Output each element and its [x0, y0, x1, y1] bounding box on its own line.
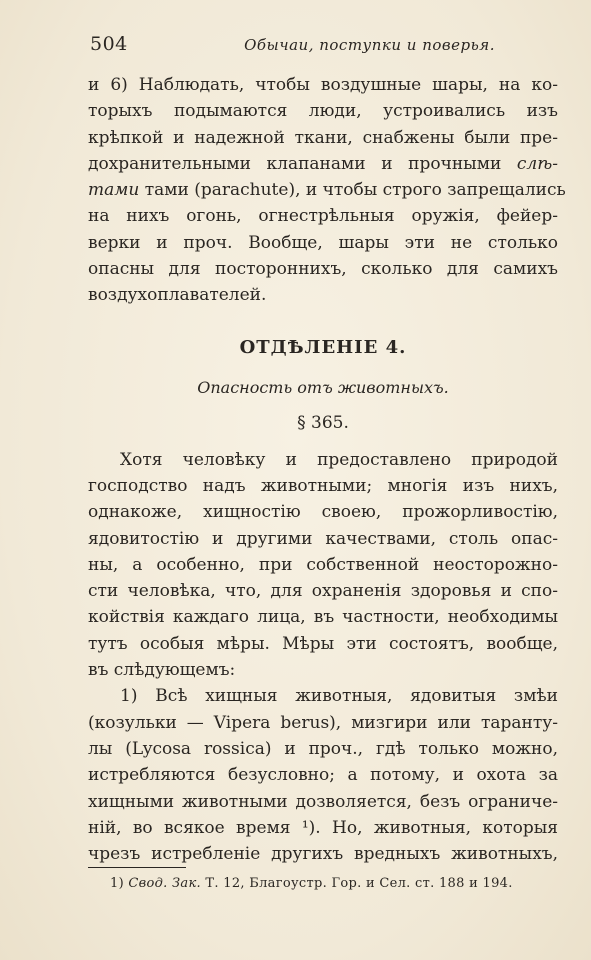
text-segment: тами (parachute), и чтобы строго запрещались — [144, 180, 566, 201]
text-line — [88, 177, 566, 203]
text-line: крѣпкой и надежной ткани, снабжены были пре- — [88, 127, 558, 148]
section-heading: ОТДѢЛЕНІЕ 4. — [239, 336, 407, 358]
page-number: 504 — [90, 33, 128, 55]
footnote-mark: 1) — [110, 876, 124, 891]
text-line: однакоже, хищностію своею, прожорливостію, — [88, 502, 558, 523]
text-line: и 6) Наблюдать, чтобы воздушные шары, на ко- — [88, 75, 558, 95]
section-subtitle: Опасность отъ животныхъ. — [197, 377, 449, 397]
text-line: тутъ особыя мѣры. Мѣры эти состоятъ, вообще, — [88, 633, 558, 654]
running-title: Обычаи, поступки и поверья. — [244, 36, 495, 54]
text-segment: дохранительными клапанами и прочными — [88, 153, 517, 174]
page-body — [88, 72, 566, 867]
text-line: Хотя человѣку и предоставлено природой — [120, 449, 558, 470]
text-line: хищными животными дозволяется, безъ ограниче- — [88, 791, 558, 812]
page-header — [90, 33, 501, 57]
footnote-text: Т. 12, Благоустр. Гор. и Сел. ст. 188 и 194. — [200, 876, 513, 891]
text-line: господство надъ животными; многія изъ нихъ, — [88, 475, 558, 496]
text-line: ны, а особенно, при собственной неосторожно- — [88, 554, 558, 575]
text-line: истребляются безусловно; а потому, и охота за — [88, 765, 558, 786]
footnote-rule — [88, 867, 186, 868]
text-line: опасны для постороннихъ, сколько для самихъ — [88, 259, 558, 280]
text-line — [88, 151, 558, 177]
text-line: въ слѣдующемъ: — [88, 660, 236, 681]
paragraph-number: § 365. — [297, 412, 349, 433]
emphasis-word: слѣ- — [516, 153, 558, 174]
text-line: (козульки — Vipera berus), мизгири или таранту- — [88, 712, 558, 733]
text-line: койствія каждаго лица, въ частности, необходимы — [88, 607, 558, 628]
text-line: чрезъ истребленіе другихъ вредныхъ животныхъ, — [88, 844, 558, 865]
text-line: ядовитостію и другими качествами, столь опас- — [88, 528, 558, 549]
emphasis-word: тами — [88, 180, 140, 201]
text-line: лы (Lycosa rossica) и проч., гдѣ только можно, — [88, 738, 558, 759]
footnote-source: Свод. Зак. — [128, 876, 201, 891]
text-line: торыхъ подымаются люди, устроивались изъ — [88, 101, 558, 122]
text-line: 1) Всѣ хищныя животныя, ядовитыя змѣи — [120, 686, 558, 707]
text-line: ній, во всякое время ¹). Но, животныя, которыя — [88, 817, 558, 838]
footnote — [110, 876, 513, 891]
text-line: на нихъ огонь, огнестрѣльныя оружія, фейер- — [88, 206, 558, 227]
text-line: сти человѣка, что, для охраненія здоровья и спо- — [88, 581, 558, 602]
text-line: воздухоплавателей. — [88, 285, 267, 306]
text-line: верки и проч. Вообще, шары эти не столько — [88, 232, 558, 253]
